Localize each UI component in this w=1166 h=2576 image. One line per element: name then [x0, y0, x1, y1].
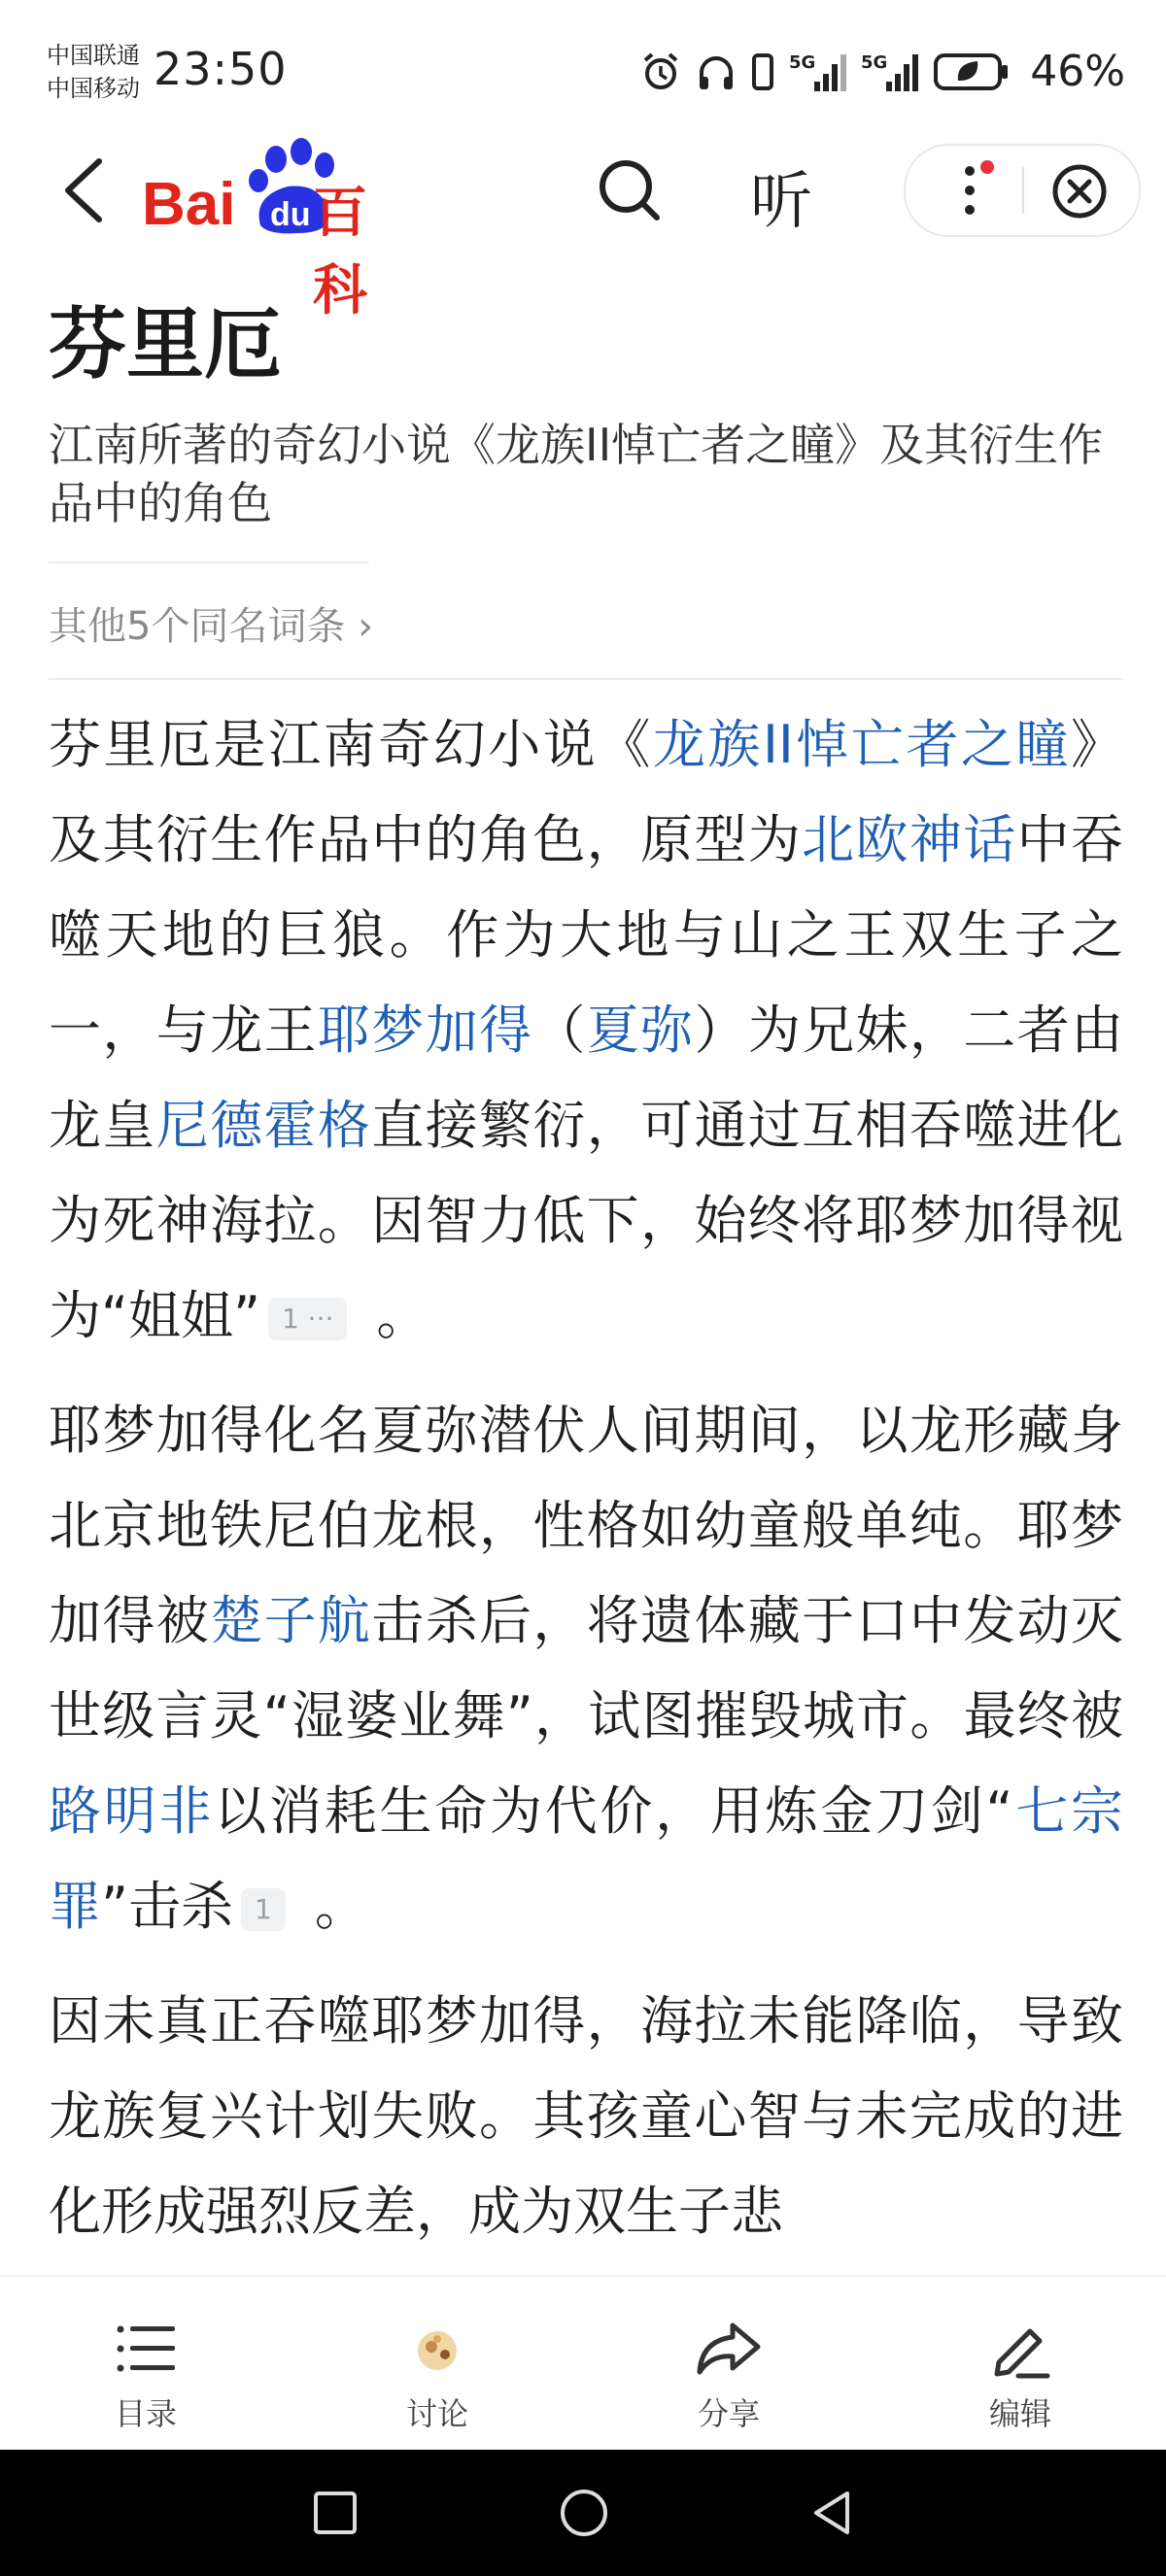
logo-bai-text: Bai [142, 171, 236, 238]
text: 耶梦加得化名夏弥潜伏人间期间，以龙形藏身北京地铁尼伯龙根，性格如幼童般单纯。耶梦加得被 [49, 1400, 1123, 1651]
link-jormungandr[interactable]: 耶梦加得 [317, 1000, 533, 1061]
headphones-icon [696, 51, 737, 92]
text: 击杀后，将遗体藏于口中发动灭世级言灵“湿婆业舞”，试图摧毁城市。最终被 [49, 1590, 1124, 1746]
text: 。 [314, 1876, 367, 1937]
link-norse-mythology[interactable]: 北欧神话 [802, 809, 1017, 870]
link-seven-sins[interactable]: 七宗罪 [49, 1780, 1124, 1937]
discuss-button[interactable] [292, 2277, 583, 2452]
divider [49, 561, 369, 563]
recent-apps-icon[interactable] [311, 2489, 360, 2537]
search-icon[interactable] [595, 155, 665, 225]
status-icons [639, 47, 1125, 96]
paragraph-2 [49, 1383, 1123, 1954]
back-arrow-icon[interactable] [56, 155, 115, 225]
vibrate-icon [750, 51, 775, 92]
reference-badge[interactable]: 1 [241, 1888, 286, 1931]
link-lu-mingfei[interactable]: 路明非 [49, 1780, 215, 1842]
share-label: 分享 [697, 2395, 760, 2432]
battery-icon [933, 51, 1011, 92]
signal-5g-icon-2 [861, 51, 919, 93]
home-icon[interactable] [558, 2487, 610, 2539]
logo-baike-text: 百科 [313, 182, 367, 322]
list-icon [111, 2314, 181, 2384]
alarm-icon [639, 51, 682, 93]
link-nidhogg[interactable]: 尼德霍格 [155, 1095, 372, 1156]
share-button[interactable] [583, 2277, 874, 2452]
text: 中吞噬天地的巨狼。作为大地与山之王双生子之一，与龙王 [49, 809, 1124, 1061]
top-navigation [0, 126, 1166, 322]
link-longzu-2[interactable]: 龙族II悼亡者之瞳 [652, 714, 1071, 775]
capsule-divider [1022, 167, 1024, 214]
page-subtitle: 江南所著的奇幻小说《龙族II悼亡者之瞳》及其衍生作品中的角色 [49, 419, 1104, 529]
reference-badge[interactable]: 1 ··· [268, 1298, 347, 1340]
text: 直接繁衍，可通过互相吞噬进化为死神海拉。因智力低下，始终将耶梦加得视为“姐姐” [49, 1095, 1124, 1346]
text: 以消耗生命为代价，用炼金刀剑“ [214, 1780, 1013, 1842]
text: ）为兄妹，二者由龙皇 [49, 1000, 1124, 1156]
edit-label: 编辑 [988, 2395, 1051, 2432]
text: （ [532, 1000, 587, 1061]
text: 。 [376, 1285, 429, 1346]
text: ”击杀 [101, 1876, 233, 1937]
signal-5g-icon [789, 51, 847, 93]
carrier-1: 中国联通 [47, 42, 140, 69]
bottom-toolbar [0, 2275, 1166, 2452]
divider [49, 678, 1123, 680]
text: 芬里厄是江南奇幻小说《 [49, 714, 653, 775]
text: 因未真正吞噬耶梦加得，海拉未能降临，导致龙族复兴计划失败。其孩童心智与未完成的进化形成强烈反差，成为双生子悲 [49, 1990, 1123, 2242]
contents-label: 目录 [114, 2395, 177, 2432]
svg-text:du: du [270, 196, 311, 233]
back-icon[interactable] [808, 2489, 857, 2537]
battery-percent: 46% [1030, 47, 1125, 96]
edit-button[interactable] [874, 2277, 1166, 2452]
paragraph-1 [49, 697, 1123, 1364]
discussion-avatar-icon [402, 2314, 472, 2384]
link-xiami[interactable]: 夏弥 [586, 1000, 695, 1061]
share-arrow-icon [694, 2314, 764, 2384]
svg-text:5G: 5G [789, 51, 816, 73]
more-menu-icon[interactable] [948, 159, 1007, 221]
pencil-icon [985, 2314, 1055, 2384]
other-entries-link[interactable]: 其他5个同名词条 › [49, 604, 374, 649]
paragraph-3 [49, 1974, 1123, 2259]
close-icon[interactable] [1049, 161, 1110, 221]
page-title: 芬里厄 [49, 299, 282, 390]
article-content [49, 282, 1123, 2259]
carrier-2: 中国移动 [47, 75, 140, 102]
status-bar [0, 0, 1166, 136]
system-navigation-bar [0, 2450, 1166, 2576]
contents-button[interactable] [0, 2277, 292, 2452]
listen-button[interactable]: 听 [750, 166, 812, 238]
clock: 23:50 [154, 43, 288, 95]
baidu-baike-logo[interactable] [142, 136, 414, 322]
svg-text:5G: 5G [861, 51, 888, 73]
carrier-names [47, 39, 140, 105]
link-chu-zihang[interactable]: 楚子航 [210, 1590, 372, 1651]
discuss-label: 讨论 [405, 2395, 468, 2432]
text: 》及其衍生作品中的角色，原型为 [49, 714, 1123, 870]
mini-program-capsule [904, 144, 1141, 237]
